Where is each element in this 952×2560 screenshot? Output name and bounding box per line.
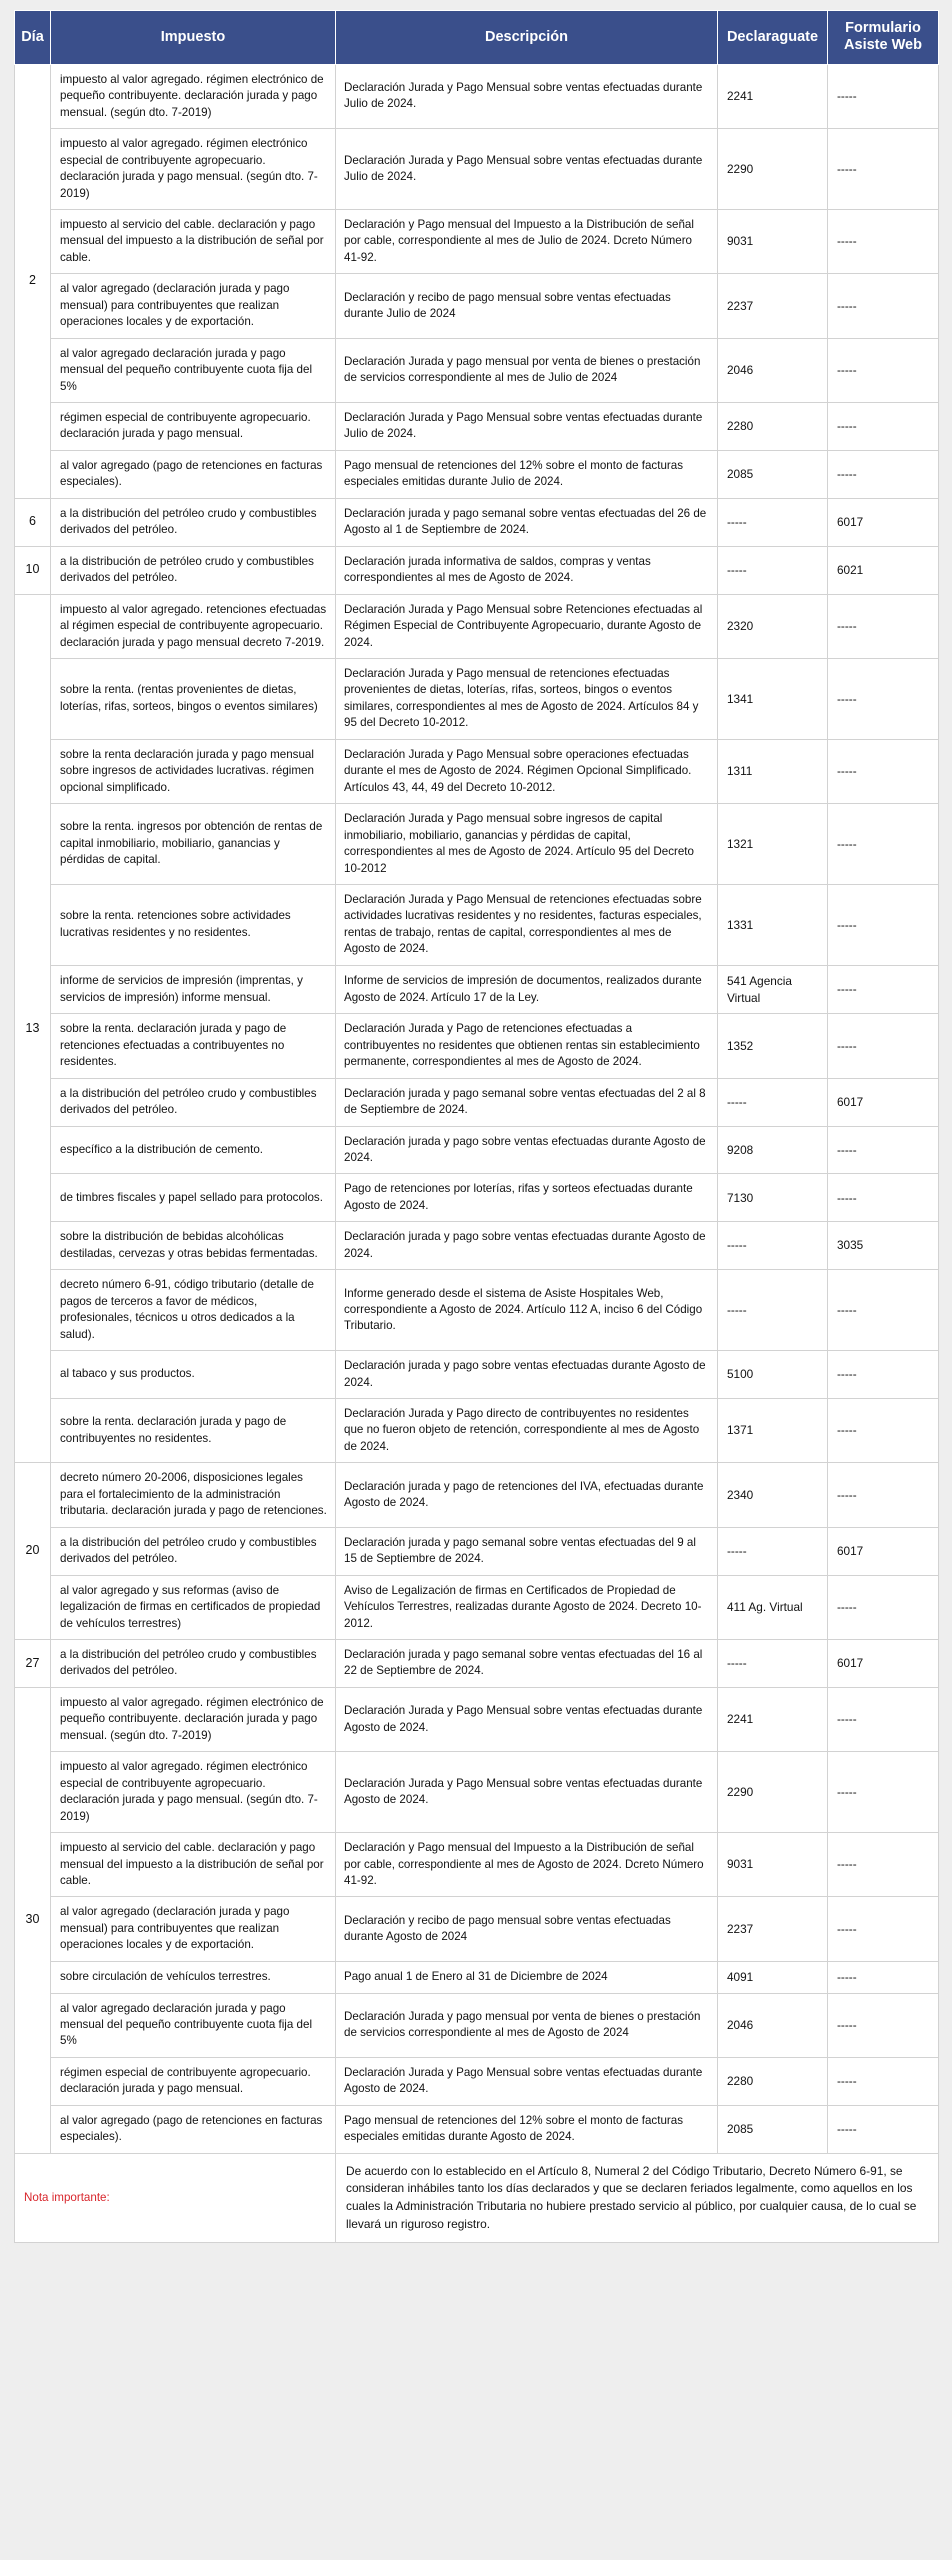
declaraguate-cell: 2241 xyxy=(718,64,828,128)
declaraguate-cell: 2280 xyxy=(718,403,828,451)
table-row[interactable] xyxy=(15,450,939,498)
impuesto-cell: impuesto al valor agregado. retenciones efectuadas al régimen especial de contribuyente agropecuario. declaración jurada y pago mensual decreto 7-2019. xyxy=(51,594,336,658)
descripcion-cell: Declaración jurada y pago sobre ventas efectuadas durante Agosto de 2024. xyxy=(336,1351,718,1399)
table-row[interactable] xyxy=(15,659,939,740)
descripcion-cell: Informe generado desde el sistema de Asiste Hospitales Web, correspondiente a Agosto de 2024. Artículo 112 A, inciso 6 del Código Tributario. xyxy=(336,1270,718,1351)
impuesto-cell: impuesto al valor agregado. régimen electrónico de pequeño contribuyente. declaración jurada y pago mensual. (según dto. 7-2019) xyxy=(51,1687,336,1751)
declaraguate-cell: 1311 xyxy=(718,739,828,803)
table-row[interactable] xyxy=(15,739,939,803)
table-row[interactable] xyxy=(15,1640,939,1688)
declaraguate-cell: 5100 xyxy=(718,1351,828,1399)
impuesto-cell: impuesto al servicio del cable. declaración y pago mensual del impuesto a la distribución de señal por cable. xyxy=(51,1833,336,1897)
declaraguate-cell: ----- xyxy=(718,1527,828,1575)
declaraguate-cell: 1331 xyxy=(718,885,828,966)
day-cell: 10 xyxy=(15,546,51,594)
formulario-cell: 6017 xyxy=(828,498,939,546)
day-cell: 2 xyxy=(15,64,51,498)
formulario-cell: ----- xyxy=(828,1351,939,1399)
descripcion-cell: Declaración Jurada y pago mensual por venta de bienes o prestación de servicios correspondiente al mes de Julio de 2024 xyxy=(336,338,718,402)
impuesto-cell: sobre circulación de vehículos terrestres. xyxy=(51,1961,336,1993)
table-row[interactable] xyxy=(15,1687,939,1751)
formulario-cell: ----- xyxy=(828,2105,939,2153)
declaraguate-cell: 2046 xyxy=(718,1993,828,2057)
table-row[interactable] xyxy=(15,1897,939,1961)
declaraguate-cell: 9208 xyxy=(718,1126,828,1174)
impuesto-cell: impuesto al valor agregado. régimen electrónico de pequeño contribuyente. declaración jurada y pago mensual. (según dto. 7-2019) xyxy=(51,64,336,128)
table-row[interactable] xyxy=(15,546,939,594)
impuesto-cell: sobre la renta. (rentas provenientes de dietas, loterías, rifas, sorteos, bingos o eventos similares) xyxy=(51,659,336,740)
impuesto-cell: régimen especial de contribuyente agropecuario. declaración jurada y pago mensual. xyxy=(51,403,336,451)
formulario-cell: ----- xyxy=(828,1833,939,1897)
declaraguate-cell: ----- xyxy=(718,1640,828,1688)
impuesto-cell: impuesto al valor agregado. régimen electrónico especial de contribuyente agropecuario. declaración jurada y pago mensual. (según dto. 7-2019) xyxy=(51,129,336,210)
declaraguate-cell: 4091 xyxy=(718,1961,828,1993)
descripcion-cell: Declaración y recibo de pago mensual sobre ventas efectuadas durante Julio de 2024 xyxy=(336,274,718,338)
descripcion-cell: Declaración Jurada y Pago directo de contribuyentes no residentes que no fueron objeto de retención, correspondiente al mes de Agosto de 2024. xyxy=(336,1399,718,1463)
descripcion-cell: Declaración Jurada y Pago mensual sobre ingresos de capital inmobiliario, mobiliario, ganancias y pérdidas de capital, correspondientes al mes de Agosto de 2024. Artículo 95 del Decreto 10-2012 xyxy=(336,804,718,885)
impuesto-cell: sobre la distribución de bebidas alcohólicas destiladas, cervezas y otras bebidas fermentadas. xyxy=(51,1222,336,1270)
day-cell: 6 xyxy=(15,498,51,546)
descripcion-cell: Declaración Jurada y Pago Mensual sobre ventas efectuadas durante Agosto de 2024. xyxy=(336,2057,718,2105)
table-row[interactable] xyxy=(15,274,939,338)
impuesto-cell: de timbres fiscales y papel sellado para protocolos. xyxy=(51,1174,336,1222)
note-label: Nota importante: xyxy=(15,2153,336,2242)
declaraguate-cell: ----- xyxy=(718,1078,828,1126)
descripcion-cell: Declaración jurada y pago semanal sobre ventas efectuadas del 16 al 22 de Septiembre de 2024. xyxy=(336,1640,718,1688)
declaraguate-cell: 411 Ag. Virtual xyxy=(718,1575,828,1639)
formulario-cell: 6017 xyxy=(828,1078,939,1126)
header-row xyxy=(15,11,939,65)
descripcion-cell: Aviso de Legalización de firmas en Certificados de Propiedad de Vehículos Terrestres, realizadas durante Agosto de 2024. Decreto 10-2012. xyxy=(336,1575,718,1639)
declaraguate-cell: 2085 xyxy=(718,2105,828,2153)
table-row[interactable] xyxy=(15,1961,939,1993)
impuesto-cell: a la distribución del petróleo crudo y combustibles derivados del petróleo. xyxy=(51,498,336,546)
impuesto-cell: a la distribución del petróleo crudo y combustibles derivados del petróleo. xyxy=(51,1078,336,1126)
descripcion-cell: Declaración jurada y pago de retenciones del IVA, efectuadas durante Agosto de 2024. xyxy=(336,1463,718,1527)
column-header-dia: Día xyxy=(15,11,51,65)
table-row[interactable] xyxy=(15,1351,939,1399)
formulario-cell: ----- xyxy=(828,659,939,740)
day-cell: 27 xyxy=(15,1640,51,1688)
formulario-cell: 6021 xyxy=(828,546,939,594)
impuesto-cell: al valor agregado (declaración jurada y pago mensual) para contribuyentes que realizan operaciones locales y de exportación. xyxy=(51,274,336,338)
declaraguate-cell: 541 Agencia Virtual xyxy=(718,965,828,1014)
note-row xyxy=(15,2153,939,2242)
descripcion-cell: Declaración jurada y pago semanal sobre ventas efectuadas del 26 de Agosto al 1 de Septiembre de 2024. xyxy=(336,498,718,546)
formulario-cell: ----- xyxy=(828,1399,939,1463)
formulario-cell: ----- xyxy=(828,804,939,885)
descripcion-cell: Declaración jurada y pago semanal sobre ventas efectuadas del 9 al 15 de Septiembre de 2024. xyxy=(336,1527,718,1575)
formulario-cell: ----- xyxy=(828,1174,939,1222)
descripcion-cell: Declaración y Pago mensual del Impuesto a la Distribución de señal por cable, correspondiente al mes de Julio de 2024. Dcreto Número 41-92. xyxy=(336,209,718,273)
impuesto-cell: decreto número 20-2006, disposiciones legales para el fortalecimiento de la administración tributaria. declaración jurada y pago de retenciones. xyxy=(51,1463,336,1527)
formulario-cell: ----- xyxy=(828,274,939,338)
descripcion-cell: Pago mensual de retenciones del 12% sobre el monto de facturas especiales emitidas durante Julio de 2024. xyxy=(336,450,718,498)
table-row[interactable] xyxy=(15,1399,939,1463)
impuesto-cell: impuesto al valor agregado. régimen electrónico especial de contribuyente agropecuario. declaración jurada y pago mensual. (según dto. 7-2019) xyxy=(51,1752,336,1833)
declaraguate-cell: 2290 xyxy=(718,1752,828,1833)
formulario-cell: ----- xyxy=(828,129,939,210)
impuesto-cell: específico a la distribución de cemento. xyxy=(51,1126,336,1174)
table-row[interactable] xyxy=(15,1752,939,1833)
formulario-cell: ----- xyxy=(828,1687,939,1751)
formulario-cell: ----- xyxy=(828,965,939,1014)
declaraguate-cell: 1371 xyxy=(718,1399,828,1463)
formulario-cell: ----- xyxy=(828,1014,939,1078)
impuesto-cell: a la distribución del petróleo crudo y combustibles derivados del petróleo. xyxy=(51,1527,336,1575)
table-row[interactable] xyxy=(15,209,939,273)
impuesto-cell: al valor agregado (declaración jurada y pago mensual) para contribuyentes que realizan operaciones locales y de exportación. xyxy=(51,1897,336,1961)
descripcion-cell: Declaración Jurada y Pago Mensual sobre Retenciones efectuadas al Régimen Especial de Contribuyente Agropecuario, durante Agosto de 2024. xyxy=(336,594,718,658)
impuesto-cell: impuesto al servicio del cable. declaración y pago mensual del impuesto a la distribución de señal por cable. xyxy=(51,209,336,273)
descripcion-cell: Declaración y Pago mensual del Impuesto a la Distribución de señal por cable, correspondiente al mes de Agosto de 2024. Dcreto Número 41-92. xyxy=(336,1833,718,1897)
impuesto-cell: decreto número 6-91, código tributario (detalle de pagos de terceros a favor de médicos, profesionales, técnicos u otros dedicados a la salud). xyxy=(51,1270,336,1351)
descripcion-cell: Pago anual 1 de Enero al 31 de Diciembre de 2024 xyxy=(336,1961,718,1993)
column-header-formulario: Formulario Asiste Web xyxy=(828,11,939,65)
table-row[interactable] xyxy=(15,1222,939,1270)
descripcion-cell: Declaración jurada y pago sobre ventas efectuadas durante Agosto de 2024. xyxy=(336,1126,718,1174)
impuesto-cell: régimen especial de contribuyente agropecuario. declaración jurada y pago mensual. xyxy=(51,2057,336,2105)
formulario-cell: ----- xyxy=(828,739,939,803)
table-row[interactable] xyxy=(15,403,939,451)
declaraguate-cell: 1352 xyxy=(718,1014,828,1078)
formulario-cell: ----- xyxy=(828,1752,939,1833)
day-cell: 13 xyxy=(15,594,51,1463)
declaraguate-cell: 2340 xyxy=(718,1463,828,1527)
table-row[interactable] xyxy=(15,1270,939,1351)
declaraguate-cell: ----- xyxy=(718,1270,828,1351)
declaraguate-cell: 9031 xyxy=(718,1833,828,1897)
column-header-declaraguate: Declaraguate xyxy=(718,11,828,65)
table-row[interactable] xyxy=(15,885,939,966)
formulario-cell: ----- xyxy=(828,1961,939,1993)
table-header xyxy=(15,11,939,65)
descripcion-cell: Informe de servicios de impresión de documentos, realizados durante Agosto de 2024. Artículo 17 de la Ley. xyxy=(336,965,718,1014)
formulario-cell: ----- xyxy=(828,2057,939,2105)
descripcion-cell: Declaración Jurada y Pago Mensual sobre ventas efectuadas durante Julio de 2024. xyxy=(336,129,718,210)
declaraguate-cell: ----- xyxy=(718,546,828,594)
formulario-cell: ----- xyxy=(828,1463,939,1527)
table-row[interactable] xyxy=(15,1993,939,2057)
formulario-cell: ----- xyxy=(828,594,939,658)
formulario-cell: 6017 xyxy=(828,1640,939,1688)
table-row[interactable] xyxy=(15,498,939,546)
formulario-cell: ----- xyxy=(828,1270,939,1351)
table-row[interactable] xyxy=(15,1575,939,1639)
descripcion-cell: Declaración Jurada y Pago Mensual sobre ventas efectuadas durante Julio de 2024. xyxy=(336,64,718,128)
table-row[interactable] xyxy=(15,2105,939,2153)
declaraguate-cell: 1341 xyxy=(718,659,828,740)
table-body xyxy=(15,64,939,2242)
table-row[interactable] xyxy=(15,338,939,402)
tax-calendar-table xyxy=(14,10,939,2243)
impuesto-cell: al valor agregado y sus reformas (aviso de legalización de firmas en certificados de propiedad de vehículos terrestres) xyxy=(51,1575,336,1639)
day-cell: 30 xyxy=(15,1687,51,2153)
declaraguate-cell: 2085 xyxy=(718,450,828,498)
impuesto-cell: informe de servicios de impresión (imprentas, y servicios de impresión) informe mensual. xyxy=(51,965,336,1014)
formulario-cell: ----- xyxy=(828,450,939,498)
declaraguate-cell: 2237 xyxy=(718,274,828,338)
descripcion-cell: Declaración Jurada y Pago Mensual sobre ventas efectuadas durante Julio de 2024. xyxy=(336,403,718,451)
formulario-cell: ----- xyxy=(828,64,939,128)
declaraguate-cell: 2241 xyxy=(718,1687,828,1751)
declaraguate-cell: 9031 xyxy=(718,209,828,273)
formulario-cell: 6017 xyxy=(828,1527,939,1575)
descripcion-cell: Declaración Jurada y Pago Mensual sobre operaciones efectuadas durante el mes de Agosto de 2024. Régimen Opcional Simplificado. Artículos 43, 44, 49 del Decreto 10-2012. xyxy=(336,739,718,803)
table-row[interactable] xyxy=(15,1014,939,1078)
formulario-cell: ----- xyxy=(828,1575,939,1639)
impuesto-cell: a la distribución del petróleo crudo y combustibles derivados del petróleo. xyxy=(51,1640,336,1688)
impuesto-cell: al tabaco y sus productos. xyxy=(51,1351,336,1399)
impuesto-cell: al valor agregado declaración jurada y pago mensual del pequeño contribuyente cuota fija del 5% xyxy=(51,338,336,402)
descripcion-cell: Declaración Jurada y Pago Mensual de retenciones efectuadas sobre actividades lucrativas residentes y no residentes, facturas especiales, rentas de trabajo, rentas de capital, correspondientes al mes de Agosto de 2024. xyxy=(336,885,718,966)
declaraguate-cell: 1321 xyxy=(718,804,828,885)
descripcion-cell: Pago de retenciones por loterías, rifas y sorteos efectuadas durante Agosto de 2024. xyxy=(336,1174,718,1222)
declaraguate-cell: ----- xyxy=(718,498,828,546)
formulario-cell: ----- xyxy=(828,209,939,273)
formulario-cell: ----- xyxy=(828,885,939,966)
formulario-cell: ----- xyxy=(828,1897,939,1961)
impuesto-cell: al valor agregado (pago de retenciones en facturas especiales). xyxy=(51,450,336,498)
table-row[interactable] xyxy=(15,1527,939,1575)
table-row[interactable] xyxy=(15,594,939,658)
descripcion-cell: Declaración Jurada y Pago mensual de retenciones efectuadas provenientes de dietas, loterías, rifas, sorteos, bingos o eventos similares, correspondientes al mes de Agosto de 2024. Artículos 84 y 95 del Decreto 10-2012. xyxy=(336,659,718,740)
descripcion-cell: Declaración jurada y pago sobre ventas efectuadas durante Agosto de 2024. xyxy=(336,1222,718,1270)
declaraguate-cell: 2046 xyxy=(718,338,828,402)
declaraguate-cell: 2237 xyxy=(718,1897,828,1961)
impuesto-cell: sobre la renta. retenciones sobre actividades lucrativas residentes y no residentes. xyxy=(51,885,336,966)
table-row[interactable] xyxy=(15,64,939,128)
table-row[interactable] xyxy=(15,1174,939,1222)
formulario-cell: ----- xyxy=(828,1993,939,2057)
table-row[interactable] xyxy=(15,965,939,1014)
descripcion-cell: Declaración Jurada y Pago Mensual sobre ventas efectuadas durante Agosto de 2024. xyxy=(336,1752,718,1833)
impuesto-cell: a la distribución de petróleo crudo y combustibles derivados del petróleo. xyxy=(51,546,336,594)
formulario-cell: 3035 xyxy=(828,1222,939,1270)
note-text: De acuerdo con lo establecido en el Artículo 8, Numeral 2 del Código Tributario, Decreto Número 6-91, se consideran inhábiles tanto los días declarados y que se declaren feriados legalmente, como aquellos en los cuales la Administración Tributaria no hubiere prestado servicio al público, por cualquier causa, de lo cual se llevará un riguroso registro. xyxy=(336,2153,939,2242)
impuesto-cell: sobre la renta. ingresos por obtención de rentas de capital inmobiliario, mobiliario, ganancias y pérdidas de capital. xyxy=(51,804,336,885)
declaraguate-cell: 2290 xyxy=(718,129,828,210)
table-row[interactable] xyxy=(15,1833,939,1897)
descripcion-cell: Declaración Jurada y Pago Mensual sobre ventas efectuadas durante Agosto de 2024. xyxy=(336,1687,718,1751)
impuesto-cell: sobre la renta. declaración jurada y pago de contribuyentes no residentes. xyxy=(51,1399,336,1463)
declaraguate-cell: 7130 xyxy=(718,1174,828,1222)
descripcion-cell: Pago mensual de retenciones del 12% sobre el monto de facturas especiales emitidas durante Agosto de 2024. xyxy=(336,2105,718,2153)
declaraguate-cell: 2320 xyxy=(718,594,828,658)
table-row[interactable] xyxy=(15,129,939,210)
day-cell: 20 xyxy=(15,1463,51,1640)
impuesto-cell: sobre la renta declaración jurada y pago mensual sobre ingresos de actividades lucrativas. régimen opcional simplificado. xyxy=(51,739,336,803)
table-row[interactable] xyxy=(15,1126,939,1174)
impuesto-cell: sobre la renta. declaración jurada y pago de retenciones efectuadas a contribuyentes no residentes. xyxy=(51,1014,336,1078)
impuesto-cell: al valor agregado (pago de retenciones en facturas especiales). xyxy=(51,2105,336,2153)
table-row[interactable] xyxy=(15,1463,939,1527)
column-header-impuesto: Impuesto xyxy=(51,11,336,65)
descripcion-cell: Declaración y recibo de pago mensual sobre ventas efectuadas durante Agosto de 2024 xyxy=(336,1897,718,1961)
table-row[interactable] xyxy=(15,1078,939,1126)
descripcion-cell: Declaración jurada informativa de saldos, compras y ventas correspondientes al mes de Agosto de 2024. xyxy=(336,546,718,594)
table-row[interactable] xyxy=(15,804,939,885)
descripcion-cell: Declaración Jurada y Pago de retenciones efectuadas a contribuyentes no residentes que obtienen rentas sin establecimiento permanente, correspondientes al mes de Agosto de 2024. xyxy=(336,1014,718,1078)
descripcion-cell: Declaración Jurada y pago mensual por venta de bienes o prestación de servicios correspondiente al mes de Agosto de 2024 xyxy=(336,1993,718,2057)
impuesto-cell: al valor agregado declaración jurada y pago mensual del pequeño contribuyente cuota fija del 5% xyxy=(51,1993,336,2057)
column-header-descripcion: Descripción xyxy=(336,11,718,65)
declaraguate-cell: 2280 xyxy=(718,2057,828,2105)
formulario-cell: ----- xyxy=(828,1126,939,1174)
declaraguate-cell: ----- xyxy=(718,1222,828,1270)
formulario-cell: ----- xyxy=(828,403,939,451)
descripcion-cell: Declaración jurada y pago semanal sobre ventas efectuadas del 2 al 8 de Septiembre de 2024. xyxy=(336,1078,718,1126)
formulario-cell: ----- xyxy=(828,338,939,402)
table-row[interactable] xyxy=(15,2057,939,2105)
